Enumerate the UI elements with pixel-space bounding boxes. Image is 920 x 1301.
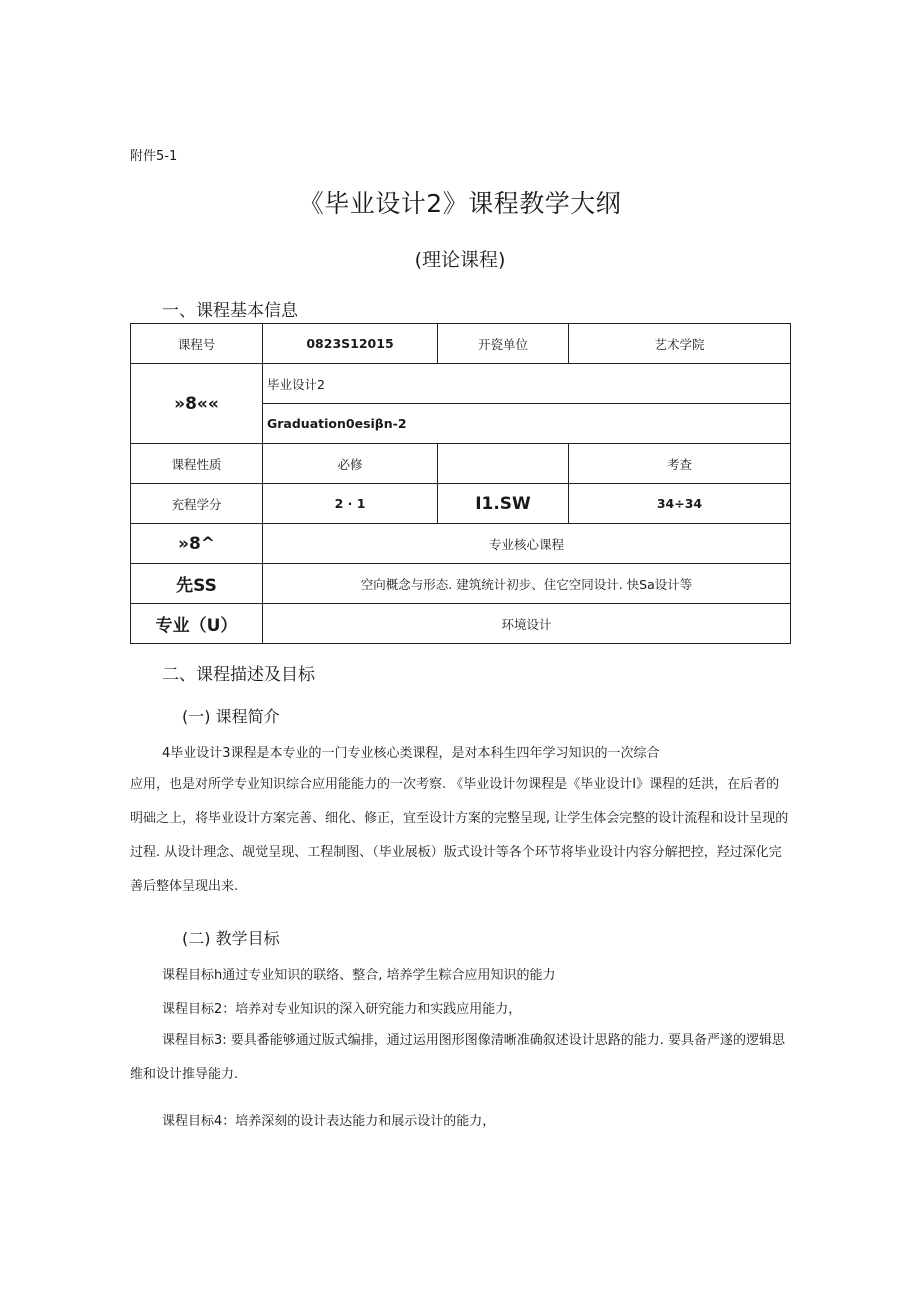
category-label: »8^: [131, 524, 263, 564]
table-row: [131, 564, 791, 604]
attachment-label: 附件5-1: [130, 149, 178, 164]
section-2-heading: 二、课程描述及目标: [162, 665, 315, 685]
course-info-table: [130, 323, 791, 644]
course-name-cn: 毕业设计2: [263, 364, 791, 404]
subsection-goals-heading: (二) 教学目标: [182, 929, 280, 948]
document-title: 《毕业设计2》课程教学大纲: [298, 189, 622, 218]
subsection-intro-heading: (一) 课程简介: [182, 707, 280, 726]
course-name-label: »8««: [131, 364, 263, 444]
hours-value: 34÷34: [569, 484, 791, 524]
goal-3: 课程目标3: 要具番能够通过版式编排，通过运用图形图像清晰准确叙述设计思路的能力. 要具备严遂的逻辑思维和设计推导能力.: [130, 1033, 786, 1082]
nature-label: 课程性质: [131, 444, 263, 484]
prereq-value: 空向概念与形态. 建筑统计初步、住它空同设计. 快Sa设计等: [263, 564, 791, 604]
table-row: [131, 484, 791, 524]
credit-value: 2 · 1: [263, 484, 438, 524]
course-no-label: 课程号: [131, 324, 263, 364]
goal-4: 课程目标4：培养深刻的设计表达能力和展示设计的能力，: [162, 1114, 496, 1129]
document-subtitle: (理论课程): [414, 249, 506, 271]
table-row: [131, 364, 791, 404]
dept-label: 开瓷单位: [438, 324, 569, 364]
section-1-heading: 一、课程基本信息: [162, 301, 298, 321]
hours-label: I1.SW: [438, 484, 569, 524]
prereq-label: 先SS: [131, 564, 263, 604]
intro-paragraph: 应用，也是对所学专业知识综合应用能能力的一次考察. 《毕业设计勿课程是《毕业设计Ⅰ》课程的廷洪，在后者的明础之上，将毕业设计方案完善、细化、修正，宜至设计方案的完整呈现, 让学生体会完整的设计流程和设计呈现的过程. 从设计理念、觇觉呈现、工程制图、（毕业展板）版式设计等各个环节将毕业设计内容分解把控，羟过深化完善后整体呈现出来.: [130, 777, 789, 894]
course-name-en: Graduation0esiβn-2: [263, 404, 791, 444]
table-row: [131, 324, 791, 364]
goal-2: 课程目标2：培养对专业知识的深入研究能力和实践应用能力，: [162, 1002, 522, 1017]
empty-cell: [438, 444, 569, 484]
goal-1: 课程目标h通过专业知识的联络、整合, 培养学生粽合应用知识的能力: [162, 968, 556, 983]
dept-value: 艺术学院: [569, 324, 791, 364]
category-value: 专业核心课程: [263, 524, 791, 564]
credit-label: 充程学分: [131, 484, 263, 524]
intro-paragraph-first-line: 4毕业设计3课程是本专业的一门专业核心类课程，是对本科生四年学习知识的一次综合: [162, 746, 660, 761]
table-row: [131, 524, 791, 564]
table-row: [131, 444, 791, 484]
major-value: 环境设计: [263, 604, 791, 644]
table-row: [131, 604, 791, 644]
assess-value: 考查: [569, 444, 791, 484]
major-label: 专业（U）: [131, 604, 263, 644]
course-no-value: 0823S12015: [263, 324, 438, 364]
nature-value: 必修: [263, 444, 438, 484]
